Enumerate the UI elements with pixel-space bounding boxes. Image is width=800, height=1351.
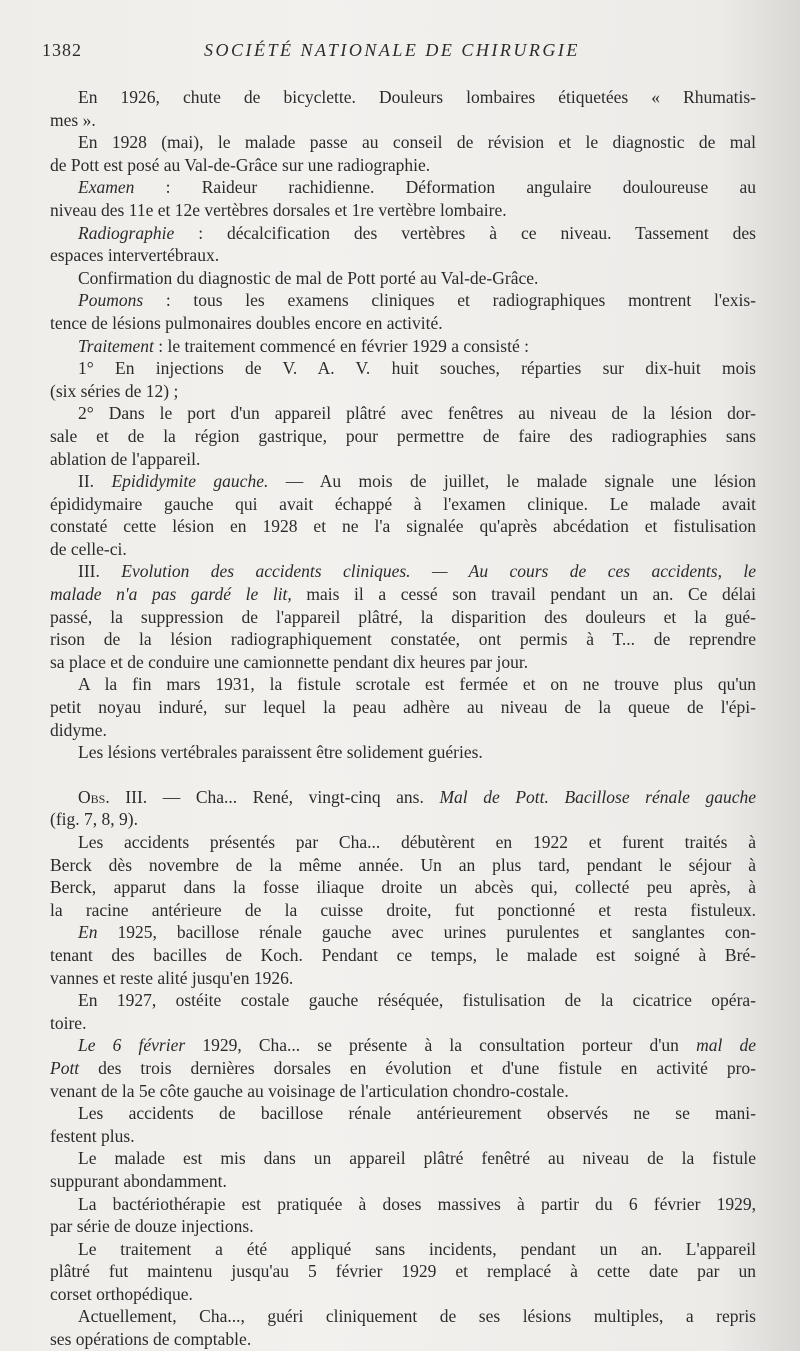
text-segment: corset orthopédique.: [50, 1283, 193, 1304]
text-line: [50, 222, 756, 245]
text-segment: En 1926, chute de bicyclette. Douleurs lombaires étiquetées « Rhumatis-: [78, 87, 756, 107]
text-line: [50, 583, 756, 606]
text-segment: suppurant abondamment.: [50, 1170, 227, 1191]
text-line: [50, 651, 756, 674]
text-line: [50, 470, 756, 493]
text-segment: tence de lésions pulmonaires doubles encore en activité.: [50, 312, 443, 333]
text-segment: Berck, apparut dans la fosse iliaque droite un abcès qui, collecté peu après, à: [50, 877, 756, 898]
text-segment: 1929, Cha... se présente à la consultation porteur d'un: [185, 1035, 697, 1056]
text-line: [50, 199, 756, 222]
page-number: 1382: [42, 40, 82, 60]
text-segment: Evolution des accidents cliniques. — Au cours de ces accidents, le: [121, 561, 756, 582]
text-line: [50, 267, 756, 290]
text-segment: par série de douze injections.: [50, 1216, 254, 1237]
text-line: [50, 1012, 756, 1035]
text-line: [50, 1057, 756, 1080]
text-line: [50, 1034, 756, 1057]
text-line: [50, 1102, 756, 1125]
text-line: [50, 1238, 756, 1261]
text-line: [50, 515, 756, 538]
text-line: [50, 1283, 756, 1306]
text-segment: II.: [78, 471, 112, 492]
running-title: SOCIÉTÉ NATIONALE DE CHIRURGIE: [204, 40, 580, 60]
text-line: [50, 854, 756, 877]
text-segment: Examen: [78, 177, 135, 198]
text-segment: En: [78, 922, 98, 943]
text-line: [50, 673, 756, 696]
text-line: [50, 831, 756, 854]
text-segment: Le malade est mis dans un appareil plâtré fenêtré au niveau de la fistule: [78, 1148, 756, 1169]
text-segment: — Au mois de juillet, le malade signale une lésion: [268, 471, 756, 492]
text-segment: Les accidents de bacillose rénale antérieurement observés ne se mani-: [78, 1103, 756, 1124]
text-segment: tenant des bacilles de Koch. Pendant ce temps, le malade est soigné à Bré-: [50, 944, 756, 965]
text-line: [50, 312, 756, 335]
text-segment: ses opérations de comptable.: [50, 1329, 252, 1350]
text-line: [50, 1215, 756, 1238]
text-segment: Obs.: [78, 786, 110, 807]
text-line: [50, 380, 756, 403]
text-line: [50, 719, 756, 742]
text-line: [50, 1170, 756, 1193]
text-segment: Epididymite gauche.: [111, 471, 269, 492]
text-line: [50, 899, 756, 922]
body-text: [50, 86, 756, 1351]
text-segment: Traitement: [78, 335, 154, 356]
text-line: [50, 335, 756, 358]
text-line: [50, 402, 756, 425]
text-line: [50, 154, 756, 177]
text-segment: de Pott est posé au Val-de-Grâce sur une radiographie.: [50, 154, 431, 175]
text-segment: : Raideur rachidienne. Déformation angulaire douloureuse au: [134, 177, 756, 198]
text-line: [50, 944, 756, 967]
text-line: [50, 989, 756, 1012]
text-segment: la racine antérieure de la cuisse droite, fut ponctionné et resta fistuleux.: [50, 899, 756, 920]
text-line: [50, 560, 756, 583]
text-segment: : le traitement commencé en février 1929 a consisté :: [153, 335, 529, 356]
text-line: [50, 493, 756, 516]
text-line: [50, 86, 756, 109]
text-line: [50, 109, 756, 132]
text-segment: de celle-ci.: [50, 538, 127, 559]
text-segment: Radiographie: [78, 222, 175, 243]
text-segment: mes ».: [50, 109, 96, 130]
text-segment: (six séries de 12) ;: [50, 380, 179, 401]
text-segment: III.: [78, 561, 122, 582]
text-line: [50, 289, 756, 312]
text-line: [50, 1147, 756, 1170]
text-line: [50, 741, 756, 764]
text-segment: Le 6 février: [78, 1035, 186, 1056]
text-segment: des trois dernières dorsales en évolution et d'une fistule en activité pro-: [79, 1057, 756, 1078]
text-segment: mal de: [696, 1035, 756, 1056]
text-segment: En 1928 (mai), le malade passe au conseil de révision et le diagnostic de mal: [78, 132, 756, 153]
text-line: [50, 1080, 756, 1103]
text-line: [50, 1125, 756, 1148]
text-line: [50, 696, 756, 719]
text-segment: : tous les examens cliniques et radiographiques montrent l'exis-: [143, 290, 756, 311]
text-segment: plâtré fut maintenu jusqu'au 5 février 1929 et remplacé à cette date par un: [50, 1261, 756, 1282]
text-segment: Berck dès novembre de la même année. Un an plus tard, pendant le séjour à: [50, 854, 756, 875]
text-segment: (fig. 7, 8, 9).: [50, 809, 138, 830]
text-segment: petit noyau induré, sur lequel la peau adhère au niveau de la queue de l'épi-: [50, 697, 756, 718]
text-line: [50, 131, 756, 154]
text-line: [50, 967, 756, 990]
text-segment: Les accidents présentés par Cha... débutèrent en 1922 et furent traités à: [78, 832, 756, 852]
text-segment: 2° Dans le port d'un appareil plâtré avec fenêtres au niveau de la lésion dor-: [78, 403, 756, 424]
text-line: [50, 1193, 756, 1216]
text-segment: A la fin mars 1931, la fistule scrotale est fermée et on ne trouve plus qu'un: [78, 674, 756, 695]
text-segment: festent plus.: [50, 1125, 135, 1146]
text-segment: 1925, bacillose rénale gauche avec urines purulentes et sanglantes con-: [97, 922, 756, 943]
text-segment: Mal de Pott. Bacillose rénale gauche: [439, 786, 756, 807]
text-line: [50, 357, 756, 380]
text-segment: toire.: [50, 1012, 87, 1033]
text-line: [50, 606, 756, 629]
text-segment: malade n'a pas gardé le lit,: [50, 584, 292, 605]
text-segment: Actuellement, Cha..., guéri cliniquement de ses lésions multiples, a repris: [78, 1306, 756, 1327]
text-segment: : décalcification des vertèbres à ce niveau. Tassement des: [174, 222, 756, 243]
text-segment: venant de la 5e côte gauche au voisinage de l'articulation chondro-costale.: [50, 1080, 569, 1101]
text-line: [50, 1260, 756, 1283]
text-segment: niveau des 11e et 12e vertèbres dorsales et 1re vertèbre lombaire.: [50, 199, 507, 220]
text-segment: Les lésions vertébrales paraissent être solidement guéries.: [78, 742, 483, 763]
text-segment: Pott: [50, 1057, 80, 1078]
text-segment: rison de la lésion radiographiquement constatée, ont permis à T... de reprendre: [50, 629, 756, 650]
text-segment: vannes et reste alité jusqu'en 1926.: [50, 967, 294, 988]
text-segment: sale et de la région gastrique, pour permettre de faire des radiographies sans: [50, 425, 756, 446]
text-line: [50, 808, 756, 831]
text-segment: Le traitement a été appliqué sans incidents, pendant un an. L'appareil: [78, 1238, 756, 1259]
text-line: [50, 538, 756, 561]
text-segment: 1° En injections de V. A. V. huit souches, réparties sur dix-huit mois: [78, 358, 756, 379]
text-line: [50, 244, 756, 267]
text-segment: espaces intervertébraux.: [50, 245, 220, 266]
text-segment: mais il a cessé son travail pendant un an. Ce délai: [291, 584, 756, 605]
text-line: [50, 176, 756, 199]
text-segment: En 1927, ostéite costale gauche réséquée, fistulisation de la cicatrice opéra-: [78, 990, 756, 1011]
text-segment: ablation de l'appareil.: [50, 448, 201, 469]
text-segment: constaté cette lésion en 1928 et ne l'a signalée qu'après abcédation et fistulisation: [50, 516, 756, 537]
text-segment: III. — Cha... René, vingt-cinq ans.: [109, 786, 440, 807]
text-segment: passé, la suppression de l'appareil plâtré, la disparition des douleurs et la gué-: [50, 606, 756, 627]
text-segment: Confirmation du diagnostic de mal de Pott porté au Val-de-Grâce.: [78, 267, 539, 288]
text-line: [50, 425, 756, 448]
text-line: [50, 876, 756, 899]
text-segment: épididymaire gauche qui avait échappé à l'examen clinique. Le malade avait: [50, 493, 756, 514]
text-line: [50, 1305, 756, 1328]
text-segment: sa place et de conduire une camionnette pendant dix heures par jour.: [50, 651, 529, 672]
text-line: [50, 921, 756, 944]
text-line: [50, 448, 756, 471]
text-line: [50, 1328, 756, 1351]
text-segment: Poumons: [78, 290, 144, 311]
page-header: [42, 40, 762, 66]
text-line: [50, 786, 756, 809]
text-segment: La bactériothérapie est pratiquée à doses massives à partir du 6 février 1929,: [78, 1193, 756, 1214]
text-line: [50, 628, 756, 651]
text-segment: didyme.: [50, 719, 107, 740]
